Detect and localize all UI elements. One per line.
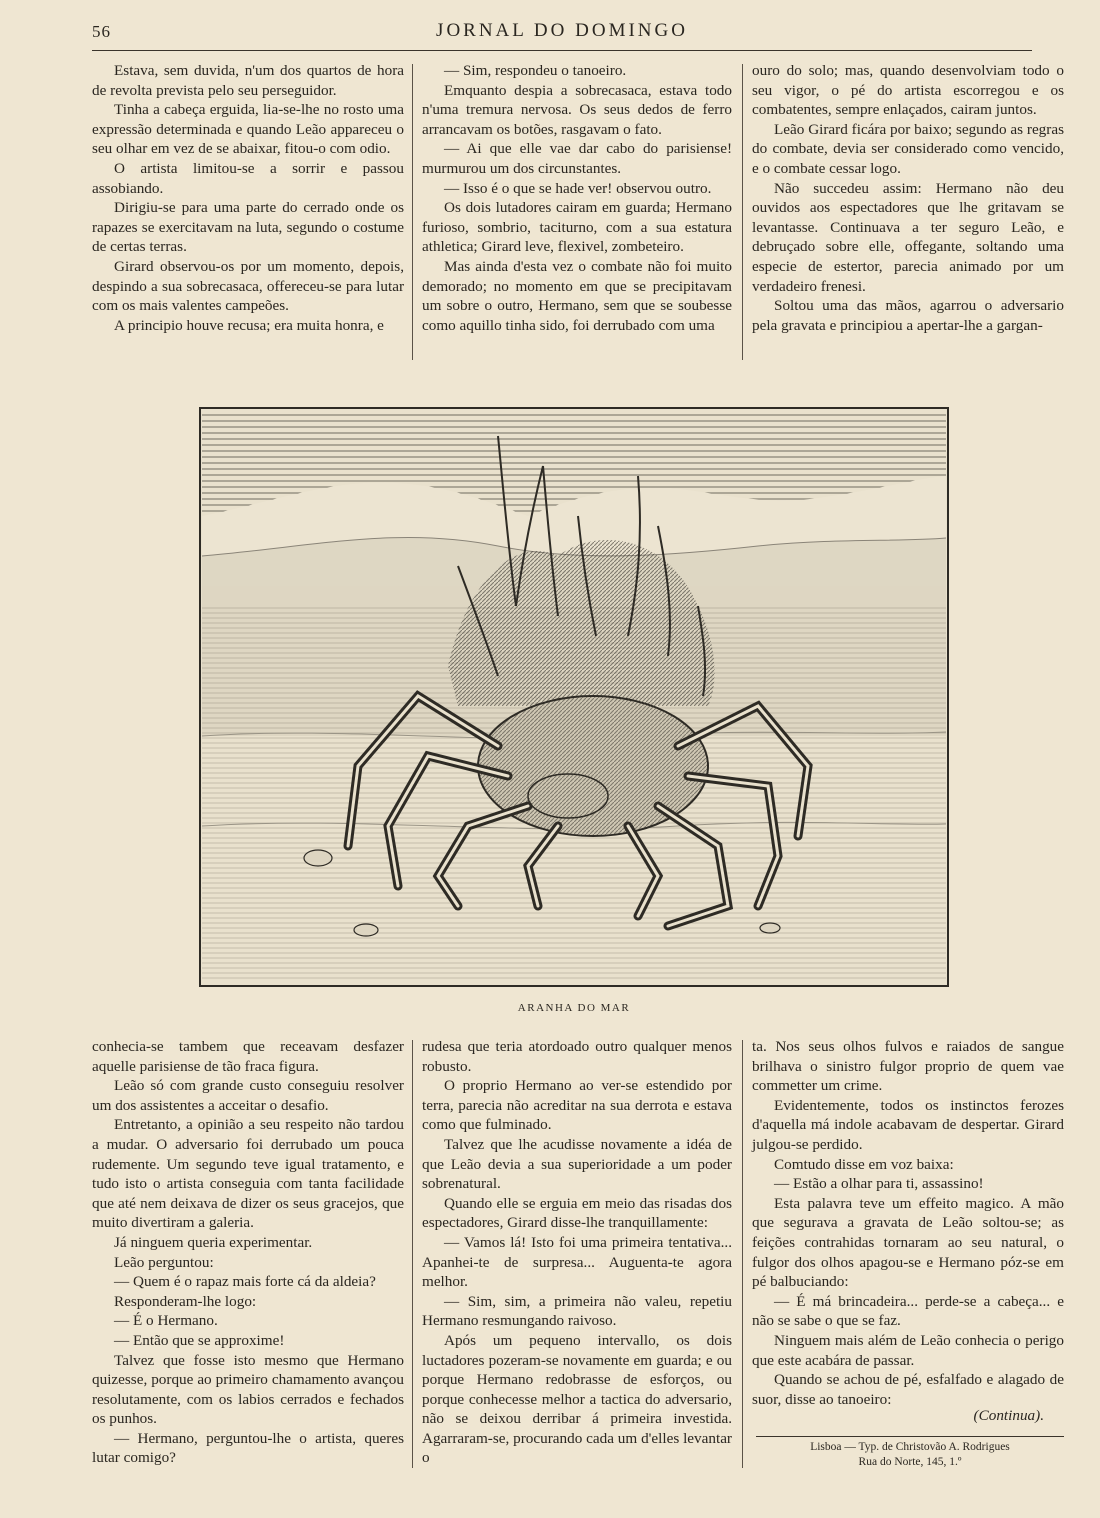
paragraph: — Quem é o rapaz mais forte cá da aldeia? [114,1273,376,1291]
paragraph: Leão perguntou: [114,1253,214,1271]
masthead-title: JORNAL DO DOMINGO [436,20,688,41]
paragraph: Já ninguem queria experimentar. [114,1233,313,1251]
continued-notice: (Continua). [973,1407,1044,1424]
paragraph: O proprio Hermano ao ver-se estendido por terra, parecia não acreditar na sua derrota e estava como que fulminado. [422,1077,732,1134]
paragraph: Não succedeu assim: Hermano não deu ouvidos aos espectadores que lhe gritavam se levantasse. Continuava a ter seguro Leão, e debruçado sobre elle, offegante, soltando uma especie de estertor, parecia animado por um verdadeiro frenesi. [752,179,1064,295]
paragraph: Esta palavra teve um effeito magico. A mão que segurava a gravata de Leão soltou-se; as feições contrahidas tornaram ao seu natural, o fulgor dos olhos apagou-se e Hermano póz-se em pé balbuciando: [752,1194,1064,1291]
paragraph: — É o Hermano. [114,1312,218,1330]
page-header [92,20,1032,50]
paragraph: rudesa que teria atordoado outro qualquer menos robusto. [422,1038,732,1075]
paragraph: Talvez que lhe acudisse novamente a idéa de que Leão devia a sua superioridade a um poder sobrenatural. [422,1135,732,1193]
paragraph: conhecia-se tambem que receavam desfazer aquelle parisiense de tão fraca figura. [92,1038,404,1075]
paragraph: O artista limitou-se a sorrir e passou assobiando. [92,159,404,197]
paragraph: Mas ainda d'esta vez o combate não foi muito demorado; no momento em que se precipitavam um sobre o outro, Hermano, sem que se soubesse como aquillo tinha sido, foi derrubado com uma [422,257,732,334]
paragraph: Soltou uma das mãos, agarrou o adversario pela gravata e principiou a apertar-lhe a gargan- [752,297,1064,334]
paragraph: Leão Girard ficára por baixo; segundo as regras do combate, devia ser considerado como vencido, e o combate cessar logo. [752,120,1064,177]
header-rule [92,50,1032,51]
column-top-3 [752,61,1064,335]
paragraph: Leão só com grande custo conseguiu resolver um dos assistentes a acceitar o desafio. [92,1077,404,1114]
column-divider [742,64,743,360]
column-bottom-2 [422,1037,732,1468]
paragraph: — Ai que elle vae dar cabo do parisiense! murmurou um dos circunstantes. [422,140,732,177]
paragraph: — Isso é o que se hade ver! observou outro. [444,179,712,197]
paragraph: Entretanto, a opinião a seu respeito não tardou a mudar. O adversario foi derrubado um pouca rudemente. Um segundo teve igual tratamento, e tudo isto o artista conseguia com tanta facilidade que até nem deixava de dizer os seus gracejos, que muito divertiram a galeria. [92,1116,404,1232]
paragraph: Evidentemente, todos os instinctos ferozes d'aquella má indole acabavam de despertar. Girard julgou-se perdido. [752,1096,1064,1153]
column-divider [412,1040,413,1468]
paragraph: Após um pequeno intervallo, os dois luctadores pozeram-se novamente em guarda; e ou porque Hermano redobrasse de esforços, ou porque conhecesse melhor a tactica do adversario, não se deixou derribar á primeira investida. Agarraram-se, procurando cada um d'elles levantar o [422,1331,732,1467]
imprint-line-2: Rua do Norte, 145, 1.º [858,1456,962,1468]
paragraph: — É má brincadeira... perde-se a cabeça... e não se sabe o que se faz. [752,1292,1064,1330]
paragraph: Emquanto despia a sobrecasaca, estava todo n'uma tremura nervosa. Os seus dedos de ferro arrancavam os botões, rasgavam o fato. [422,81,732,138]
engraving-illustration [198,406,950,988]
column-bottom-1 [92,1037,404,1468]
imprint-rule [756,1436,1064,1437]
paragraph: ouro do solo; mas, quando desenvolviam todo o seu vigor, o pé do artista escorregou e os combatentes, sempre enlaçados, cairam juntos. [752,62,1064,119]
paragraph: — Então que se approxime! [114,1331,285,1349]
paragraph: Os dois lutadores cairam em guarda; Hermano furioso, sombrio, taciturno, com a sua estatura athletica; Girard leve, flexivel, zombeteiro. [422,199,732,256]
column-top-1 [92,61,404,335]
paragraph: — Sim, sim, a primeira não valeu, repetiu Hermano resmungando raivoso. [422,1292,732,1330]
paragraph: Dirigiu-se para uma parte do cerrado onde os rapazes se exercitavam na luta, segundo o costume de certas terras. [92,199,404,256]
paragraph: ta. Nos seus olhos fulvos e raiados de sangue brilhava o sinistro fulgor proprio de quem vae commetter um crime. [752,1038,1064,1095]
column-bottom-3 [752,1037,1064,1409]
column-divider [412,64,413,360]
paragraph: Ninguem mais além de Leão conhecia o perigo que este acabára de passar. [752,1331,1064,1369]
paragraph: — Estão a olhar para ti, assassino! [774,1175,984,1193]
continued-notice-wrap [752,1406,1064,1426]
paragraph: Responderam-lhe logo: [114,1292,257,1310]
figure-caption: ARANHA DO MAR [517,1002,631,1014]
paragraph: Quando elle se erguia em meio das risadas dos espectadores, Girard disse-lhe tranquillamente: [422,1194,732,1232]
paragraph: A principio houve recusa; era muita honra, e [114,316,384,334]
paragraph: Talvez que fosse isto mesmo que Hermano quizesse, porque ao primeiro chamamento avançou resolutamente, com os labios cerrados e fechados os punhos. [92,1351,404,1428]
paragraph: Tinha a cabeça erguida, lia-se-lhe no rosto uma expressão determinada e quando Leão appareceu o seu olhar em vez de se abaixar, fitou-o com odio. [92,101,404,158]
paragraph: — Vamos lá! Isto foi uma primeira tentativa... Apanhei-te de surpresa... Auguenta-te agora melhor. [422,1233,732,1291]
page-number: 56 [92,22,111,41]
printer-imprint [756,1440,1064,1470]
paragraph: — Sim, respondeu o tanoeiro. [444,62,627,79]
paragraph: — Hermano, perguntou-lhe o artista, queres lutar comigo? [92,1429,404,1467]
paragraph: Quando se achou de pé, esfalfado e alagado de suor, disse ao tanoeiro: [752,1371,1064,1408]
paragraph: Girard observou-os por um momento, depois, despindo a sua sobrecasaca, offereceu-se para lutar com os mais valentes campeões. [92,257,404,315]
paragraph: Estava, sem duvida, n'um dos quartos de hora de revolta prevista pelo seu perseguidor. [92,62,404,99]
imprint-line-1: Lisboa — Typ. de Christovão A. Rodrigues [810,1441,1010,1453]
paragraph: Comtudo disse em voz baixa: [774,1155,954,1173]
column-divider [742,1040,743,1468]
column-top-2 [422,61,732,335]
